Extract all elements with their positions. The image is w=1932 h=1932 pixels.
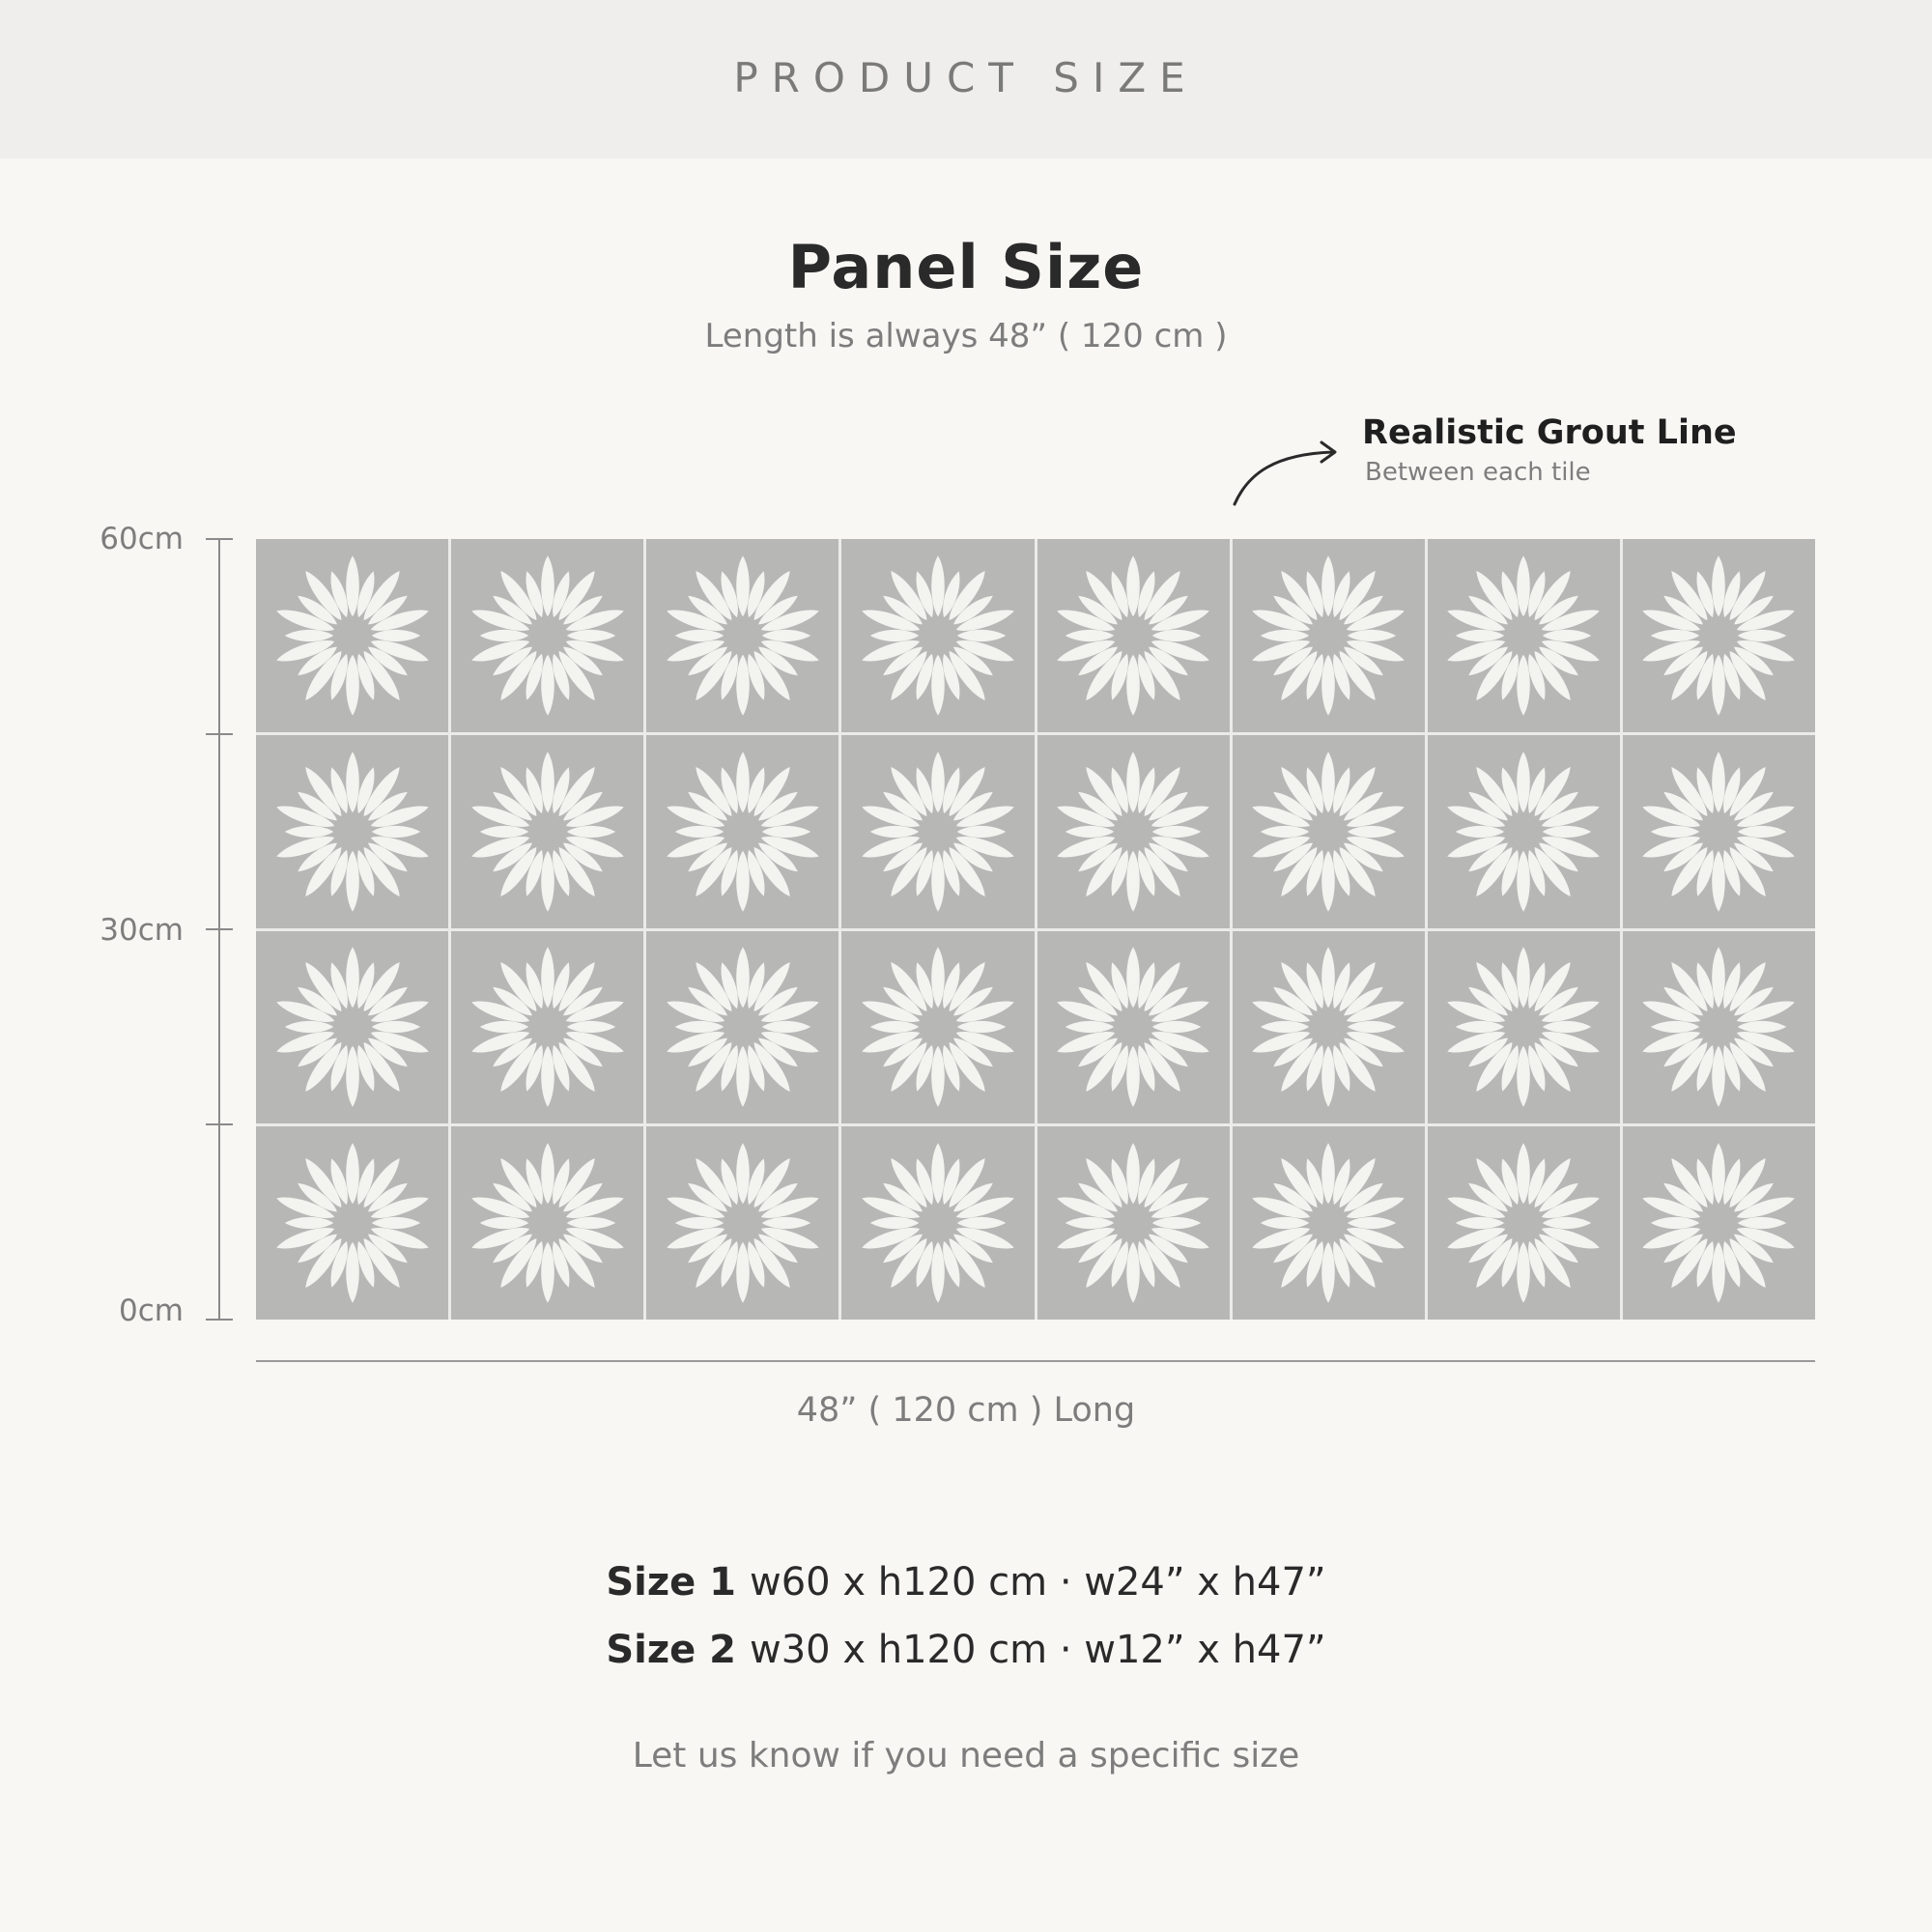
tile — [646, 539, 838, 732]
tile — [1037, 931, 1230, 1124]
flower-icon — [656, 549, 830, 723]
tile — [841, 1126, 1034, 1320]
custom-size-note: Let us know if you need a specific size — [632, 1736, 1300, 1776]
tile-panel — [256, 539, 1815, 1320]
flower-icon — [1632, 940, 1805, 1114]
tile — [451, 539, 643, 732]
scale-label-0cm: 0cm — [119, 1293, 184, 1328]
flower-icon — [851, 745, 1025, 919]
tile — [646, 1126, 838, 1320]
tile — [1233, 539, 1425, 732]
tile — [1428, 735, 1620, 928]
tile — [1037, 1126, 1230, 1320]
length-label: 48” ( 120 cm ) Long — [796, 1391, 1136, 1430]
size-1-dims: w60 x h120 cm · w24” x h47” — [750, 1560, 1326, 1605]
flower-icon — [656, 1136, 830, 1310]
tile — [1037, 539, 1230, 732]
size-2-line — [0, 1628, 1932, 1672]
panel-subtitle: Length is always 48” ( 120 cm ) — [704, 317, 1228, 355]
flower-icon — [851, 549, 1025, 723]
tile — [256, 1126, 448, 1320]
flower-icon — [1632, 1136, 1805, 1310]
flower-icon — [1046, 1136, 1220, 1310]
size-1-line — [0, 1560, 1932, 1605]
flower-icon — [1436, 745, 1610, 919]
flower-icon — [1241, 940, 1415, 1114]
tile — [451, 931, 643, 1124]
size-2-dims: w30 x h120 cm · w12” x h47” — [750, 1628, 1326, 1672]
tile — [1623, 735, 1815, 928]
flower-icon — [1436, 549, 1610, 723]
flower-icon — [266, 549, 440, 723]
curved-arrow-icon — [1227, 435, 1352, 512]
scale-label-30cm: 30cm — [99, 913, 184, 948]
flower-icon — [266, 1136, 440, 1310]
flower-icon — [461, 940, 635, 1114]
tile — [1623, 931, 1815, 1124]
tile — [1233, 931, 1425, 1124]
flower-icon — [656, 940, 830, 1114]
tile — [1233, 1126, 1425, 1320]
tile — [646, 735, 838, 928]
grout-line-title: Realistic Grout Line — [1362, 413, 1737, 452]
height-scale — [198, 531, 237, 1329]
flower-icon — [461, 549, 635, 723]
tile — [1623, 1126, 1815, 1320]
tile — [1233, 735, 1425, 928]
flower-icon — [656, 745, 830, 919]
flower-icon — [461, 745, 635, 919]
tile — [1623, 539, 1815, 732]
tile — [841, 931, 1034, 1124]
tile — [256, 931, 448, 1124]
flower-icon — [851, 940, 1025, 1114]
flower-icon — [851, 1136, 1025, 1310]
tile — [451, 1126, 643, 1320]
flower-icon — [1241, 1136, 1415, 1310]
flower-icon — [1632, 745, 1805, 919]
grout-line-subtitle: Between each tile — [1365, 458, 1591, 487]
flower-icon — [1046, 745, 1220, 919]
size-2-name: Size 2 — [606, 1628, 737, 1672]
tile — [1428, 539, 1620, 732]
tile — [451, 735, 643, 928]
flower-icon — [1046, 549, 1220, 723]
scale-label-60cm: 60cm — [99, 522, 184, 556]
length-line — [256, 1360, 1815, 1362]
tile — [1037, 735, 1230, 928]
flower-icon — [1632, 549, 1805, 723]
tile — [256, 735, 448, 928]
flower-icon — [461, 1136, 635, 1310]
tile — [1428, 1126, 1620, 1320]
tile — [1428, 931, 1620, 1124]
tile — [646, 931, 838, 1124]
tile — [256, 539, 448, 732]
flower-icon — [266, 940, 440, 1114]
tile — [841, 735, 1034, 928]
size-1-name: Size 1 — [606, 1560, 737, 1605]
flower-icon — [1046, 940, 1220, 1114]
panel-title: Panel Size — [787, 232, 1145, 302]
flower-icon — [1241, 745, 1415, 919]
flower-icon — [266, 745, 440, 919]
section-title: PRODUCT SIZE — [733, 54, 1199, 101]
flower-icon — [1436, 1136, 1610, 1310]
tile — [841, 539, 1034, 732]
flower-icon — [1436, 940, 1610, 1114]
flower-icon — [1241, 549, 1415, 723]
